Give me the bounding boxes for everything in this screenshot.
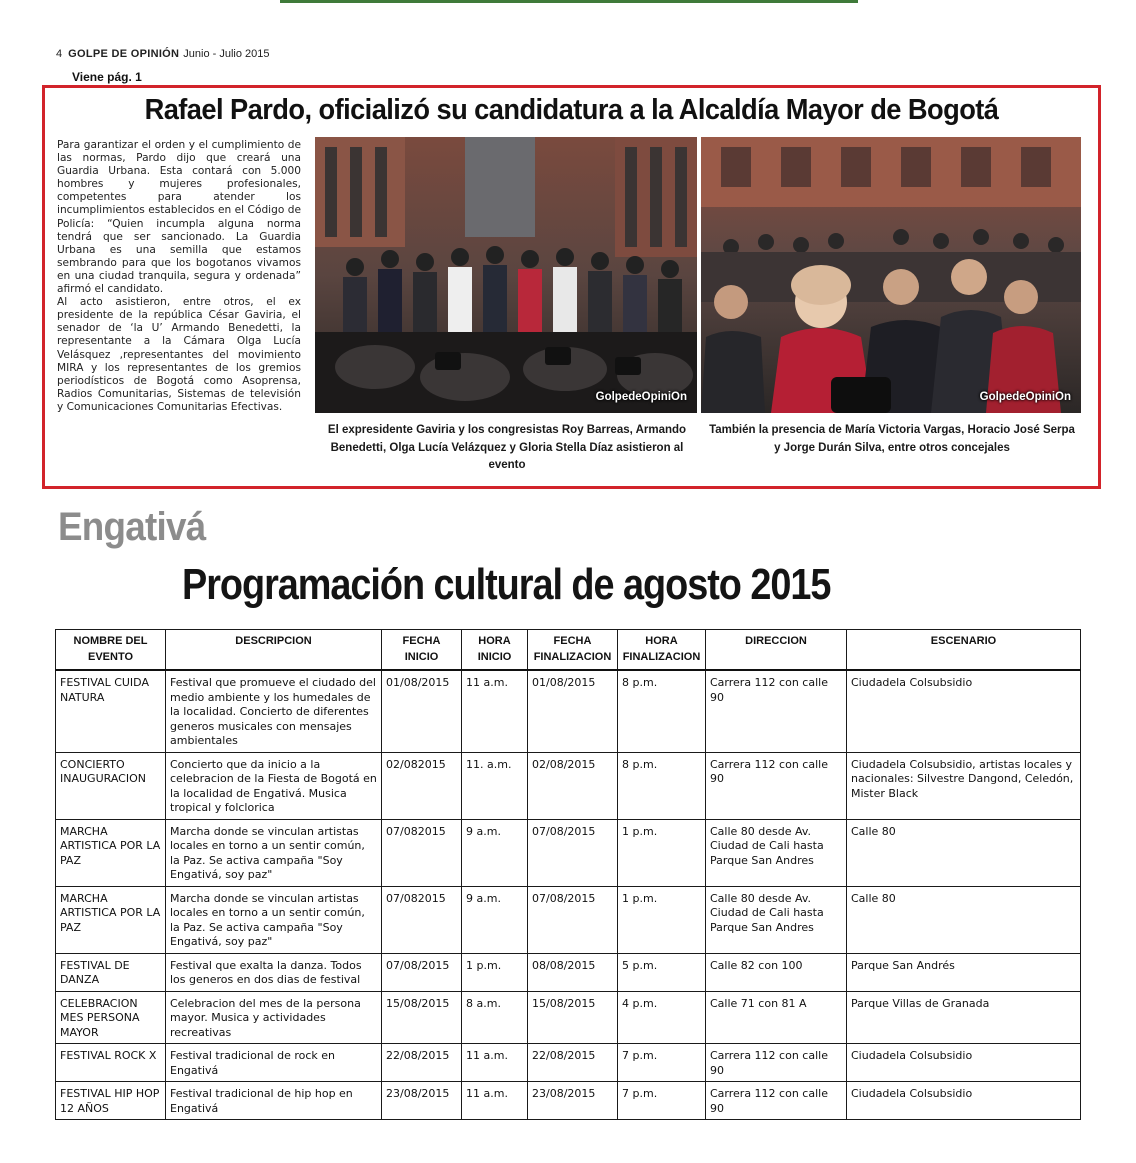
start-time-cell: 11 a.m. xyxy=(462,1082,528,1120)
page-number: 4 xyxy=(56,48,63,60)
end-time-cell: 7 p.m. xyxy=(618,1044,706,1082)
article-headline: Rafael Pardo, oficializó su candidatura a la Alcaldía Mayor de Bogotá xyxy=(144,94,999,126)
photo-crowd-illustration xyxy=(315,137,697,413)
column-header: ESCENARIO xyxy=(847,630,1081,671)
table-row xyxy=(56,886,1081,953)
address-cell: Carrera 112 con calle 90 xyxy=(706,752,847,819)
top-rule xyxy=(280,0,858,3)
start-time-cell: 9 a.m. xyxy=(462,886,528,953)
description-cell: Festival que exalta la danza. Todos los generos en dos dias de festival xyxy=(166,953,382,991)
table-row xyxy=(56,991,1081,1044)
start-date-cell: 07/082015 xyxy=(382,886,462,953)
end-time-cell: 4 p.m. xyxy=(618,991,706,1044)
start-date-cell: 07/082015 xyxy=(382,819,462,886)
end-date-cell: 07/08/2015 xyxy=(528,819,618,886)
description-cell: Festival tradicional de rock en Engativá xyxy=(166,1044,382,1082)
venue-cell: Ciudadela Colsubsidio xyxy=(847,670,1081,752)
table-row xyxy=(56,670,1081,752)
venue-cell: Ciudadela Colsubsidio xyxy=(847,1044,1081,1082)
start-time-cell: 11 a.m. xyxy=(462,1044,528,1082)
event-name-cell: FESTIVAL DE DANZA xyxy=(56,953,166,991)
address-cell: Calle 82 con 100 xyxy=(706,953,847,991)
column-header: FECHA INICIO xyxy=(382,630,462,671)
event-name-cell: CELEBRACION MES PERSONA MAYOR xyxy=(56,991,166,1044)
end-date-cell: 15/08/2015 xyxy=(528,991,618,1044)
event-name-cell: FESTIVAL ROCK X xyxy=(56,1044,166,1082)
column-header: HORA INICIO xyxy=(462,630,528,671)
address-cell: Calle 80 desde Av. Ciudad de Cali hasta Parque San Andres xyxy=(706,886,847,953)
address-cell: Calle 71 con 81 A xyxy=(706,991,847,1044)
locality-heading: Engativá xyxy=(58,505,206,549)
photo-watermark: GolpedeOpiniOn xyxy=(595,391,687,403)
program-title: Programación cultural de agosto 2015 xyxy=(182,560,831,609)
description-cell: Festival que promueve el ciudado del medio ambiente y los humedales de la localidad. Concierto de diferentes generos musicales con mensajes ambientales xyxy=(166,670,382,752)
start-time-cell: 11. a.m. xyxy=(462,752,528,819)
photo-caption: También la presencia de María Victoria Vargas, Horacio José Serpa y Jorge Durán Silva, entre otros concejales xyxy=(709,424,1075,454)
column-header: DIRECCION xyxy=(706,630,847,671)
start-date-cell: 15/08/2015 xyxy=(382,991,462,1044)
venue-cell: Calle 80 xyxy=(847,886,1081,953)
issue-date: Junio - Julio 2015 xyxy=(183,48,270,60)
publication-name: GOLPE DE OPINIÓN xyxy=(68,48,180,60)
event-name-cell: FESTIVAL CUIDA NATURA xyxy=(56,670,166,752)
cultural-program-table xyxy=(55,629,1081,1120)
continued-from: Viene pág. 1 xyxy=(72,70,142,84)
photo-caption: El expresidente Gaviria y los congresistas Roy Barreas, Armando Benedetti, Olga Lucía Velázquez y Gloria Stella Díaz asistieron al evento xyxy=(327,424,687,471)
event-name-cell: FESTIVAL HIP HOP 12 AÑOS xyxy=(56,1082,166,1120)
event-photo-audience xyxy=(701,137,1081,413)
end-date-cell: 01/08/2015 xyxy=(528,670,618,752)
start-time-cell: 9 a.m. xyxy=(462,819,528,886)
venue-cell: Ciudadela Colsubsidio, artistas locales y nacionales: Silvestre Dangond, Celedón, Mister Black xyxy=(847,752,1081,819)
end-date-cell: 23/08/2015 xyxy=(528,1082,618,1120)
address-cell: Carrera 112 con calle 90 xyxy=(706,1044,847,1082)
end-time-cell: 1 p.m. xyxy=(618,886,706,953)
start-time-cell: 1 p.m. xyxy=(462,953,528,991)
description-cell: Celebracion del mes de la persona mayor. Musica y actividades recreativas xyxy=(166,991,382,1044)
description-cell: Marcha donde se vinculan artistas locales en torno a un sentir común, la Paz. Se activa campaña "Soy Engativá, soy paz" xyxy=(166,886,382,953)
event-photo-crowd xyxy=(315,137,697,413)
table-row xyxy=(56,1082,1081,1120)
start-date-cell: 01/08/2015 xyxy=(382,670,462,752)
photo-audience-illustration xyxy=(701,137,1081,413)
address-cell: Carrera 112 con calle 90 xyxy=(706,1082,847,1120)
column-header: DESCRIPCION xyxy=(166,630,382,671)
venue-cell: Parque San Andrés xyxy=(847,953,1081,991)
end-time-cell: 8 p.m. xyxy=(618,670,706,752)
address-cell: Carrera 112 con calle 90 xyxy=(706,670,847,752)
table-row xyxy=(56,752,1081,819)
venue-cell: Parque Villas de Granada xyxy=(847,991,1081,1044)
venue-cell: Calle 80 xyxy=(847,819,1081,886)
event-name-cell: MARCHA ARTISTICA POR LA PAZ xyxy=(56,819,166,886)
start-time-cell: 8 a.m. xyxy=(462,991,528,1044)
event-name-cell: CONCIERTO INAUGURACION xyxy=(56,752,166,819)
end-date-cell: 22/08/2015 xyxy=(528,1044,618,1082)
article-paragraph: Al acto asistieron, entre otros, el ex presidente de la república César Gaviria, el senador de ‘la U’ Armando Benedetti, la representante a la Cámara Olga Lucía Velásquez ,representantes del movimiento MIRA y los representantes de los gremios periodísticos de Bogotá como Asoprensa, Radios Comunitarias, Sistemas de televisión y Comunicaciones Comunitarias Efectivas. xyxy=(57,296,301,413)
end-date-cell: 08/08/2015 xyxy=(528,953,618,991)
start-date-cell: 02/082015 xyxy=(382,752,462,819)
description-cell: Concierto que da inicio a la celebracion de la Fiesta de Bogotá en la localidad de Engativá. Musica tropical y folclorica xyxy=(166,752,382,819)
address-cell: Calle 80 desde Av. Ciudad de Cali hasta Parque San Andres xyxy=(706,819,847,886)
venue-cell: Ciudadela Colsubsidio xyxy=(847,1082,1081,1120)
article-body xyxy=(57,139,301,414)
photo-watermark: GolpedeOpiniOn xyxy=(979,391,1071,403)
end-date-cell: 02/08/2015 xyxy=(528,752,618,819)
article-paragraph: Para garantizar el orden y el cumplimiento de las normas, Pardo dijo que creará una Guardia Urbana. Esta contará con 5.000 hombres y mujeres profesionales, competentes para atender los incumplimientos establecidos en el Código de Policía: “Quien incumpla alguna norma tendrá que ser sancionado. La Guardia Urbana es una semilla que estamos sembrando para que los bogotanos vivamos en una ciudad tranquila, segura y ordenada” afirmó el candidato. xyxy=(57,139,301,296)
start-time-cell: 11 a.m. xyxy=(462,670,528,752)
column-header: NOMBRE DEL EVENTO xyxy=(56,630,166,671)
end-time-cell: 7 p.m. xyxy=(618,1082,706,1120)
event-name-cell: MARCHA ARTISTICA POR LA PAZ xyxy=(56,886,166,953)
end-date-cell: 07/08/2015 xyxy=(528,886,618,953)
end-time-cell: 8 p.m. xyxy=(618,752,706,819)
article-box xyxy=(42,85,1101,489)
description-cell: Festival tradicional de hip hop en Engativá xyxy=(166,1082,382,1120)
table-header-row xyxy=(56,630,1081,671)
table-row xyxy=(56,819,1081,886)
column-header: HORA FINALIZACION xyxy=(618,630,706,671)
description-cell: Marcha donde se vinculan artistas locales en torno a un sentir común, la Paz. Se activa campaña "Soy Engativá, soy paz" xyxy=(166,819,382,886)
start-date-cell: 22/08/2015 xyxy=(382,1044,462,1082)
end-time-cell: 5 p.m. xyxy=(618,953,706,991)
page-folio xyxy=(56,48,270,60)
end-time-cell: 1 p.m. xyxy=(618,819,706,886)
table-row xyxy=(56,1044,1081,1082)
table-row xyxy=(56,953,1081,991)
start-date-cell: 23/08/2015 xyxy=(382,1082,462,1120)
column-header: FECHA FINALIZACION xyxy=(528,630,618,671)
start-date-cell: 07/08/2015 xyxy=(382,953,462,991)
